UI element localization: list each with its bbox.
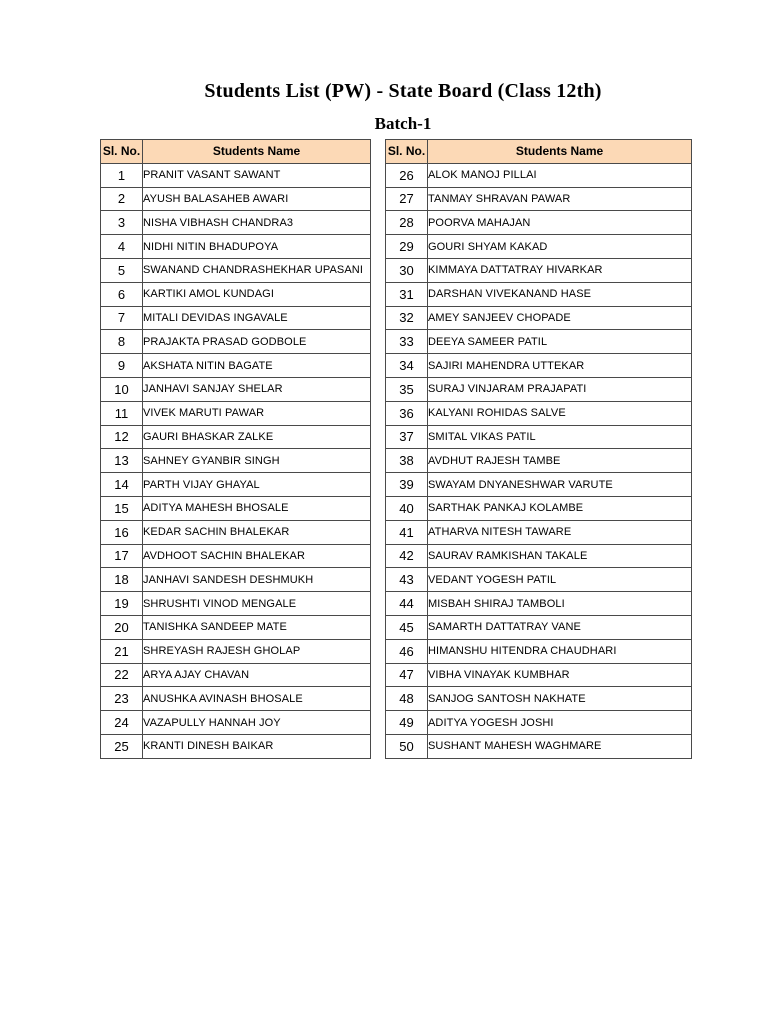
student-name-cell: NISHA VIBHASH CHANDRA3: [143, 211, 371, 235]
student-name-cell: SMITAL VIKAS PATIL: [428, 425, 692, 449]
student-name-cell: VIBHA VINAYAK KUMBHAR: [428, 663, 692, 687]
serial-number-cell: 30: [386, 258, 428, 282]
serial-number-cell: 48: [386, 687, 428, 711]
student-name-cell: SAMARTH DATTATRAY VANE: [428, 615, 692, 639]
student-name-cell: SARTHAK PANKAJ KOLAMBE: [428, 496, 692, 520]
table-row: [386, 544, 692, 568]
serial-number-cell: 11: [101, 401, 143, 425]
table-row: [101, 711, 371, 735]
serial-number-cell: 41: [386, 520, 428, 544]
serial-number-cell: 1: [101, 163, 143, 187]
serial-number-cell: 9: [101, 354, 143, 378]
table-row: [386, 377, 692, 401]
serial-number-cell: 32: [386, 306, 428, 330]
table-row: [386, 330, 692, 354]
table-row: [101, 235, 371, 259]
table-row: [101, 496, 371, 520]
table-header-row: [101, 140, 371, 164]
table-row: [101, 687, 371, 711]
table-row: [101, 734, 371, 758]
table-row: [386, 306, 692, 330]
serial-number-cell: 24: [101, 711, 143, 735]
student-name-cell: SWANAND CHANDRASHEKHAR UPASANI: [143, 258, 371, 282]
serial-number-cell: 39: [386, 473, 428, 497]
table-row: [101, 211, 371, 235]
serial-number-cell: 25: [101, 734, 143, 758]
student-name-cell: SWAYAM DNYANESHWAR VARUTE: [428, 473, 692, 497]
table-row: [101, 377, 371, 401]
table-row: [386, 425, 692, 449]
serial-number-cell: 26: [386, 163, 428, 187]
student-name-cell: ANUSHKA AVINASH BHOSALE: [143, 687, 371, 711]
serial-number-cell: 21: [101, 639, 143, 663]
page-title: Students List (PW) - State Board (Class 12th): [204, 80, 602, 102]
student-name-cell: AKSHATA NITIN BAGATE: [143, 354, 371, 378]
student-name-cell: KRANTI DINESH BAIKAR: [143, 734, 371, 758]
student-name-cell: ARYA AJAY CHAVAN: [143, 663, 371, 687]
student-name-cell: KIMMAYA DATTATRAY HIVARKAR: [428, 258, 692, 282]
student-name-cell: ATHARVA NITESH TAWARE: [428, 520, 692, 544]
table-row: [101, 401, 371, 425]
serial-number-cell: 10: [101, 377, 143, 401]
students-table-left: [100, 139, 371, 759]
student-name-cell: GOURI SHYAM KAKAD: [428, 235, 692, 259]
table-row: [101, 568, 371, 592]
student-name-cell: AVDHOOT SACHIN BHALEKAR: [143, 544, 371, 568]
serial-number-cell: 35: [386, 377, 428, 401]
student-name-cell: TANISHKA SANDEEP MATE: [143, 615, 371, 639]
student-name-cell: SAJIRI MAHENDRA UTTEKAR: [428, 354, 692, 378]
serial-number-cell: 16: [101, 520, 143, 544]
student-name-cell: MITALI DEVIDAS INGAVALE: [143, 306, 371, 330]
table-row: [101, 663, 371, 687]
serial-number-cell: 4: [101, 235, 143, 259]
serial-number-cell: 34: [386, 354, 428, 378]
table-row: [101, 639, 371, 663]
table-row: [386, 473, 692, 497]
table-row: [101, 306, 371, 330]
student-name-cell: SURAJ VINJARAM PRAJAPATI: [428, 377, 692, 401]
table-row: [386, 187, 692, 211]
table-row: [386, 235, 692, 259]
table-row: [386, 163, 692, 187]
serial-number-cell: 38: [386, 449, 428, 473]
serial-number-cell: 31: [386, 282, 428, 306]
table-row: [386, 615, 692, 639]
student-name-cell: SHREYASH RAJESH GHOLAP: [143, 639, 371, 663]
serial-number-cell: 46: [386, 639, 428, 663]
table-row: [386, 258, 692, 282]
students-table-left-body: [101, 163, 371, 758]
student-name-cell: VAZAPULLY HANNAH JOY: [143, 711, 371, 735]
serial-number-cell: 33: [386, 330, 428, 354]
batch-heading: Batch-1: [374, 114, 432, 133]
student-name-cell: SUSHANT MAHESH WAGHMARE: [428, 734, 692, 758]
student-name-cell: HIMANSHU HITENDRA CHAUDHARI: [428, 639, 692, 663]
serial-number-cell: 19: [101, 592, 143, 616]
serial-number-cell: 12: [101, 425, 143, 449]
student-name-cell: KEDAR SACHIN BHALEKAR: [143, 520, 371, 544]
table-row: [386, 496, 692, 520]
table-row: [386, 449, 692, 473]
student-name-cell: VEDANT YOGESH PATIL: [428, 568, 692, 592]
table-row: [386, 211, 692, 235]
student-name-cell: DEEYA SAMEER PATIL: [428, 330, 692, 354]
student-name-cell: JANHAVI SANDESH DESHMUKH: [143, 568, 371, 592]
student-name-cell: ALOK MANOJ PILLAI: [428, 163, 692, 187]
serial-number-cell: 43: [386, 568, 428, 592]
serial-number-cell: 13: [101, 449, 143, 473]
serial-number-cell: 37: [386, 425, 428, 449]
table-row: [101, 544, 371, 568]
student-name-cell: JANHAVI SANJAY SHELAR: [143, 377, 371, 401]
header-students-name: Students Name: [428, 140, 692, 164]
student-name-cell: KARTIKI AMOL KUNDAGI: [143, 282, 371, 306]
student-name-cell: SAURAV RAMKISHAN TAKALE: [428, 544, 692, 568]
students-table-right-body: [386, 163, 692, 758]
header-students-name: Students Name: [143, 140, 371, 164]
student-name-cell: PARTH VIJAY GHAYAL: [143, 473, 371, 497]
student-name-cell: POORVA MAHAJAN: [428, 211, 692, 235]
table-row: [101, 473, 371, 497]
table-row: [386, 520, 692, 544]
serial-number-cell: 45: [386, 615, 428, 639]
serial-number-cell: 28: [386, 211, 428, 235]
table-row: [101, 354, 371, 378]
serial-number-cell: 8: [101, 330, 143, 354]
header-sl-no: Sl. No.: [101, 140, 143, 164]
serial-number-cell: 18: [101, 568, 143, 592]
serial-number-cell: 14: [101, 473, 143, 497]
student-name-cell: AMEY SANJEEV CHOPADE: [428, 306, 692, 330]
table-row: [386, 592, 692, 616]
serial-number-cell: 15: [101, 496, 143, 520]
serial-number-cell: 3: [101, 211, 143, 235]
table-header-row: [386, 140, 692, 164]
student-name-cell: PRAJAKTA PRASAD GODBOLE: [143, 330, 371, 354]
serial-number-cell: 40: [386, 496, 428, 520]
serial-number-cell: 5: [101, 258, 143, 282]
student-name-cell: GAURI BHASKAR ZALKE: [143, 425, 371, 449]
student-name-cell: SANJOG SANTOSH NAKHATE: [428, 687, 692, 711]
serial-number-cell: 29: [386, 235, 428, 259]
table-row: [386, 568, 692, 592]
serial-number-cell: 22: [101, 663, 143, 687]
serial-number-cell: 36: [386, 401, 428, 425]
table-row: [101, 330, 371, 354]
serial-number-cell: 47: [386, 663, 428, 687]
table-row: [386, 711, 692, 735]
table-row: [101, 449, 371, 473]
student-name-cell: ADITYA MAHESH BHOSALE: [143, 496, 371, 520]
student-name-cell: NIDHI NITIN BHADUPOYA: [143, 235, 371, 259]
serial-number-cell: 27: [386, 187, 428, 211]
table-row: [386, 687, 692, 711]
student-name-cell: TANMAY SHRAVAN PAWAR: [428, 187, 692, 211]
serial-number-cell: 50: [386, 734, 428, 758]
student-name-cell: AYUSH BALASAHEB AWARI: [143, 187, 371, 211]
table-row: [101, 425, 371, 449]
student-name-cell: MISBAH SHIRAJ TAMBOLI: [428, 592, 692, 616]
serial-number-cell: 20: [101, 615, 143, 639]
table-row: [101, 258, 371, 282]
table-row: [101, 187, 371, 211]
student-name-cell: KALYANI ROHIDAS SALVE: [428, 401, 692, 425]
table-row: [101, 282, 371, 306]
serial-number-cell: 7: [101, 306, 143, 330]
serial-number-cell: 17: [101, 544, 143, 568]
table-row: [386, 639, 692, 663]
student-name-cell: DARSHAN VIVEKANAND HASE: [428, 282, 692, 306]
student-name-cell: PRANIT VASANT SAWANT: [143, 163, 371, 187]
student-name-cell: SHRUSHTI VINOD MENGALE: [143, 592, 371, 616]
serial-number-cell: 23: [101, 687, 143, 711]
table-row: [101, 163, 371, 187]
students-table-right: [385, 139, 692, 759]
table-row: [101, 520, 371, 544]
table-row: [386, 734, 692, 758]
student-name-cell: VIVEK MARUTI PAWAR: [143, 401, 371, 425]
serial-number-cell: 2: [101, 187, 143, 211]
table-row: [101, 615, 371, 639]
table-row: [386, 354, 692, 378]
table-row: [386, 401, 692, 425]
serial-number-cell: 6: [101, 282, 143, 306]
student-name-cell: ADITYA YOGESH JOSHI: [428, 711, 692, 735]
student-name-cell: SAHNEY GYANBIR SINGH: [143, 449, 371, 473]
serial-number-cell: 49: [386, 711, 428, 735]
student-name-cell: AVDHUT RAJESH TAMBE: [428, 449, 692, 473]
header-sl-no: Sl. No.: [386, 140, 428, 164]
table-row: [101, 592, 371, 616]
table-row: [386, 663, 692, 687]
serial-number-cell: 44: [386, 592, 428, 616]
table-row: [386, 282, 692, 306]
serial-number-cell: 42: [386, 544, 428, 568]
